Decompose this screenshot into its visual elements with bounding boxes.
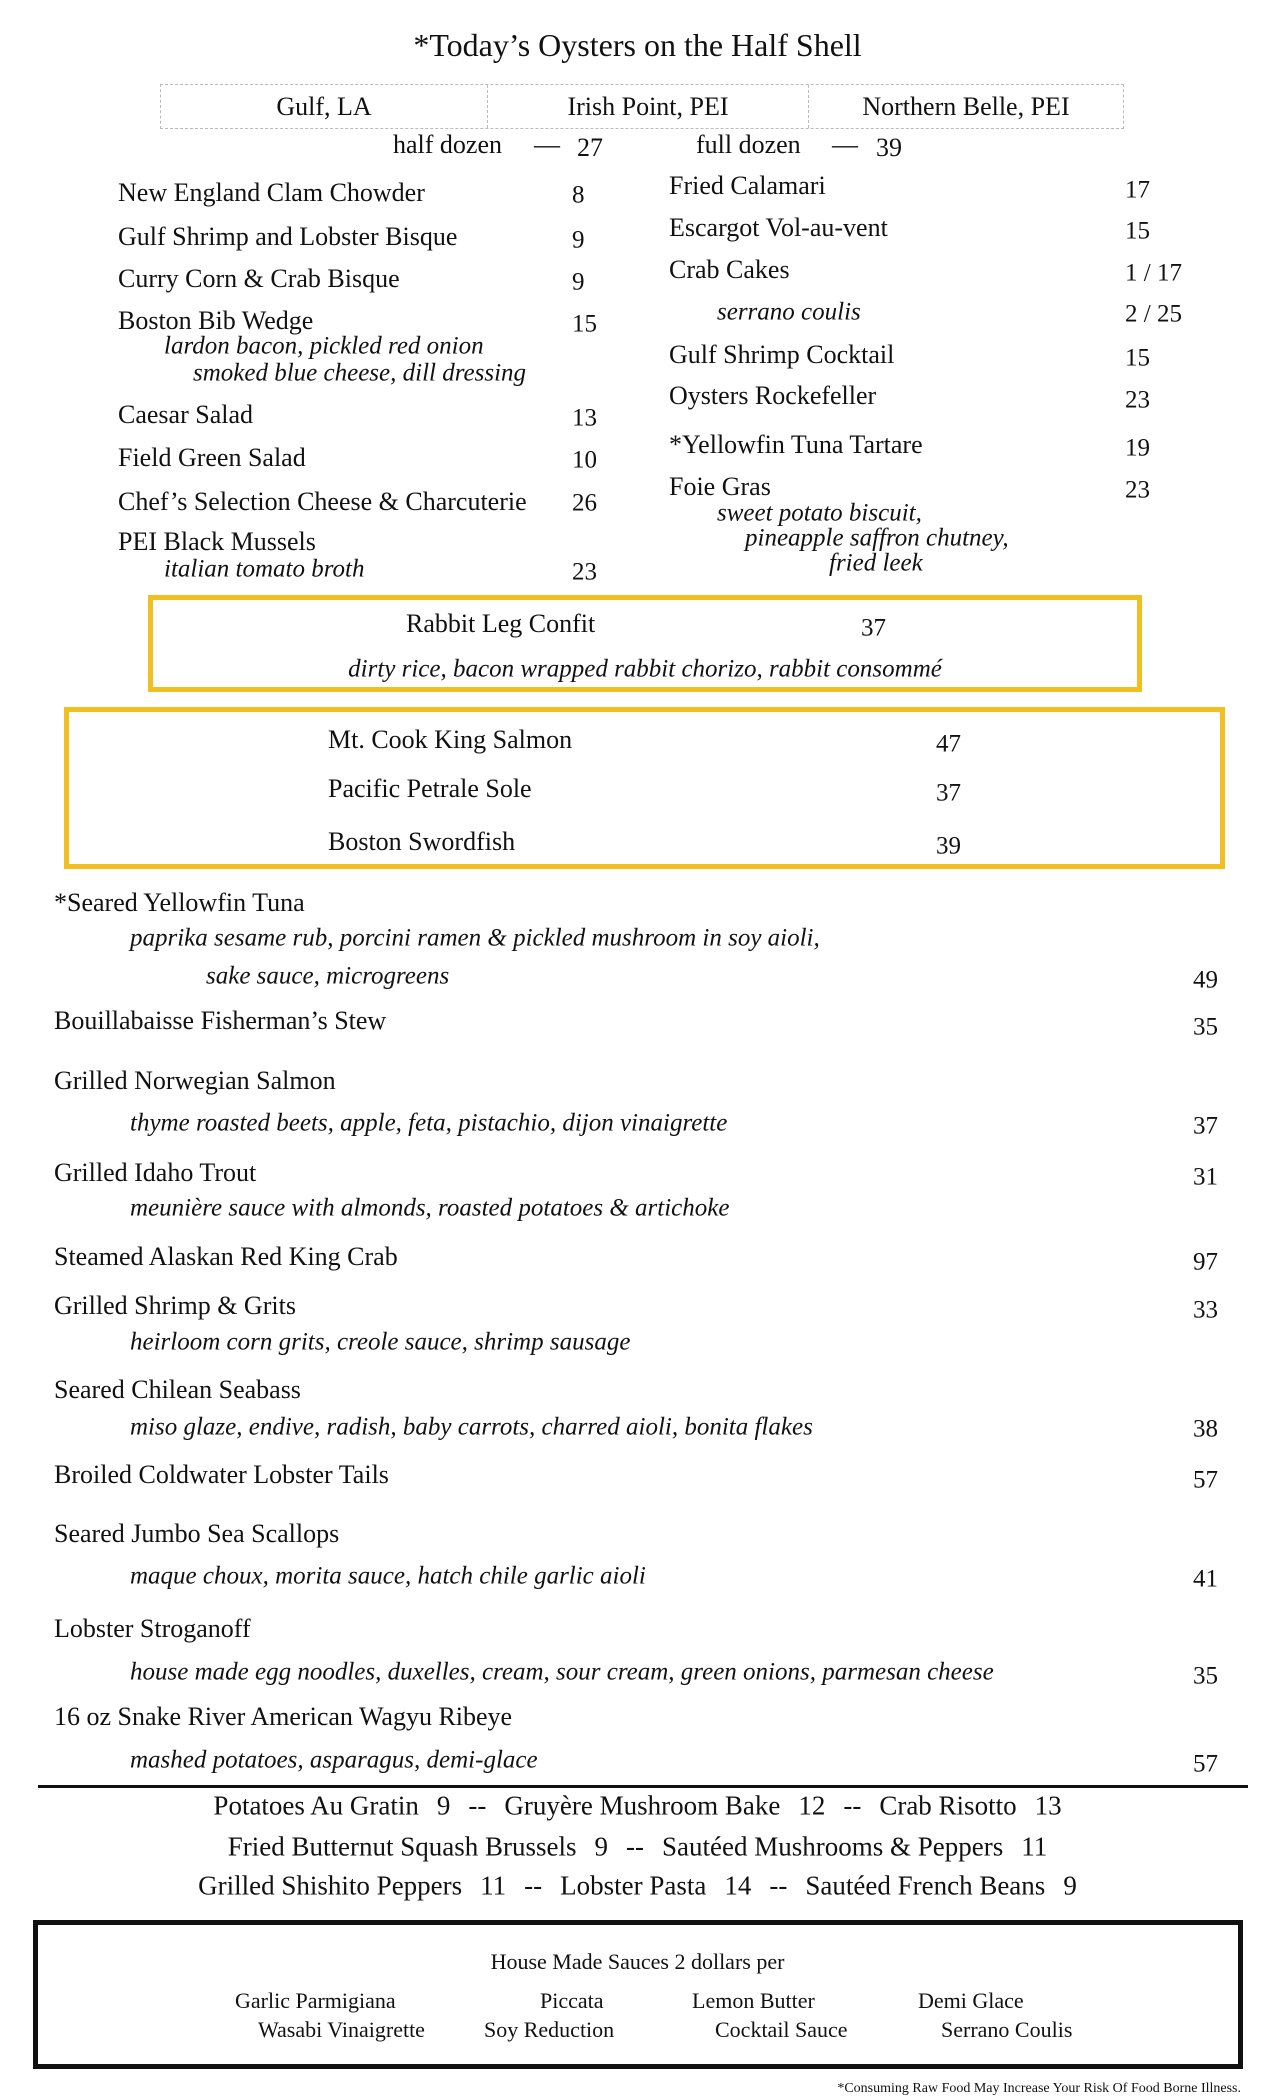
menu-item-name: Oysters Rockefeller (669, 381, 877, 410)
divider (38, 1785, 1248, 1788)
sides-row (0, 1871, 1275, 1902)
entree-name: Grilled Idaho Trout (54, 1158, 257, 1187)
sauce-item: Serrano Coulis (941, 2017, 1073, 2042)
menu-item-name: Gulf Shrimp Cocktail (669, 340, 895, 369)
full-dozen-price: 39 (876, 133, 902, 162)
menu-item-name: Curry Corn & Crab Bisque (118, 264, 400, 293)
entree-price: 35 (1193, 1662, 1218, 1690)
oyster-varieties-table (160, 84, 1124, 129)
entree-name: Steamed Alaskan Red King Crab (54, 1242, 398, 1271)
side-name: Grilled Shishito Peppers (198, 1870, 463, 1901)
menu-item-name: PEI Black Mussels (118, 527, 316, 556)
menu-item-desc: sweet potato biscuit, (717, 499, 922, 527)
entree-price: 37 (1193, 1112, 1218, 1140)
menu-item-price: 19 (1125, 434, 1150, 462)
entree-name: Bouillabaisse Fisherman’s Stew (54, 1006, 387, 1035)
fish-price: 37 (936, 779, 961, 807)
entree-name: Grilled Norwegian Salmon (54, 1066, 336, 1095)
entree-price: 33 (1193, 1296, 1218, 1324)
sauce-item: Soy Reduction (484, 2017, 615, 2042)
half-dozen-price: 27 (577, 133, 603, 162)
entree-name: Seared Jumbo Sea Scallops (54, 1519, 340, 1548)
menu-item-price: 23 (1125, 386, 1150, 414)
menu-item-price: 1 / 17 (1125, 259, 1182, 287)
menu-item-name: Gulf Shrimp and Lobster Bisque (118, 222, 458, 251)
entree-price: 38 (1193, 1415, 1218, 1443)
sides-row (0, 1832, 1275, 1863)
special-name: Rabbit Leg Confit (406, 609, 596, 638)
menu-item-price: 9 (572, 268, 585, 296)
fish-box (64, 707, 1225, 869)
entree-name: Broiled Coldwater Lobster Tails (54, 1460, 389, 1489)
separator: -- (524, 1870, 543, 1901)
special-price: 37 (861, 614, 886, 642)
sauce-item: Cocktail Sauce (715, 2017, 848, 2042)
menu-item-price: 15 (572, 310, 597, 338)
side-name: Fried Butternut Squash Brussels (227, 1831, 577, 1862)
side-name: Sautéed Mushrooms & Peppers (662, 1831, 1004, 1862)
entree-desc: maque choux, morita sauce, hatch chile garlic aioli (130, 1562, 646, 1590)
fish-price: 47 (936, 730, 961, 758)
side-price: 11 (480, 1870, 507, 1901)
menu-item-name: Foie Gras (669, 472, 771, 501)
entree-price: 35 (1193, 1013, 1218, 1041)
side-name: Gruyère Mushroom Bake (504, 1790, 781, 1821)
menu-item-price: 9 (572, 226, 585, 254)
entree-desc: house made egg noodles, duxelles, cream, sour cream, green onions, parmesan cheese (130, 1658, 994, 1686)
separator: -- (626, 1831, 644, 1862)
entree-price: 49 (1193, 966, 1218, 994)
sauce-item: Demi Glace (918, 1988, 1024, 2013)
entree-name: 16 oz Snake River American Wagyu Ribeye (54, 1702, 513, 1731)
menu-item-desc: serrano coulis (717, 298, 861, 326)
fish-name: Mt. Cook King Salmon (328, 725, 573, 754)
oyster-variety: Irish Point, PEI (488, 85, 809, 128)
dash: — (534, 130, 560, 159)
menu-item-price: 2 / 25 (1125, 300, 1182, 328)
side-price: 14 (724, 1870, 752, 1901)
entree-name: Grilled Shrimp & Grits (54, 1291, 296, 1320)
entree-price: 41 (1193, 1565, 1218, 1593)
entree-desc: meunière sauce with almonds, roasted potatoes & artichoke (130, 1194, 730, 1222)
menu-item-price: 13 (572, 404, 597, 432)
menu-item-desc: fried leek (829, 549, 923, 577)
side-price: 9 (436, 1790, 451, 1821)
menu-item-name: *Yellowfin Tuna Tartare (669, 430, 923, 459)
side-name: Sautéed French Beans (805, 1870, 1046, 1901)
separator: -- (843, 1790, 862, 1821)
menu-item-price: 8 (572, 181, 585, 209)
entree-desc: miso glaze, endive, radish, baby carrots, charred aioli, bonita flakes (130, 1413, 813, 1441)
entree-desc: paprika sesame rub, porcini ramen & pickled mushroom in soy aioli, (130, 924, 820, 952)
side-price: 9 (594, 1831, 609, 1862)
entree-desc: mashed potatoes, asparagus, demi-glace (130, 1746, 538, 1774)
full-dozen-label: full dozen (696, 130, 801, 159)
oysters-title: *Today’s Oysters on the Half Shell (413, 27, 862, 63)
menu-item-desc: smoked blue cheese, dill dressing (193, 359, 527, 387)
menu-item-price: 10 (572, 446, 597, 474)
menu-item-name: New England Clam Chowder (118, 178, 425, 207)
side-price: 11 (1021, 1831, 1048, 1862)
menu-item-price: 26 (572, 489, 597, 517)
half-dozen-label: half dozen (393, 130, 503, 159)
separator: -- (769, 1870, 788, 1901)
oyster-variety: Northern Belle, PEI (862, 91, 1070, 121)
menu-item-name: Chef’s Selection Cheese & Charcuterie (118, 487, 527, 516)
sauce-item: Garlic Parmigiana (235, 1988, 396, 2013)
entree-desc: thyme roasted beets, apple, feta, pistachio, dijon vinaigrette (130, 1109, 728, 1137)
entree-name: Lobster Stroganoff (54, 1614, 251, 1643)
side-price: 12 (798, 1790, 826, 1821)
entree-price: 57 (1193, 1466, 1218, 1494)
entree-desc: sake sauce, microgreens (206, 962, 450, 990)
separator: -- (468, 1790, 487, 1821)
menu-item-name: Escargot Vol-au-vent (669, 213, 888, 242)
side-price: 13 (1034, 1790, 1062, 1821)
menu-item-desc: italian tomato broth (164, 555, 365, 583)
menu-item-price: 15 (1125, 344, 1150, 372)
menu-item-name: Caesar Salad (118, 400, 254, 429)
menu-item-price: 23 (1125, 476, 1150, 504)
fish-price: 39 (936, 832, 961, 860)
menu-item-desc: pineapple saffron chutney, (745, 524, 1009, 552)
dash: — (832, 130, 858, 159)
menu-item-name: Fried Calamari (669, 171, 826, 200)
special-desc: dirty rice, bacon wrapped rabbit chorizo, rabbit consommé (348, 655, 942, 683)
entree-desc: heirloom corn grits, creole sauce, shrimp sausage (130, 1328, 631, 1356)
sauces-box (33, 1920, 1243, 2069)
fish-name: Boston Swordfish (328, 827, 516, 856)
menu-item-name: Crab Cakes (669, 255, 790, 284)
entree-name: *Seared Yellowfin Tuna (54, 888, 305, 917)
menu-item-name: Boston Bib Wedge (118, 306, 314, 335)
entree-price: 31 (1193, 1163, 1218, 1191)
menu-item-desc: lardon bacon, pickled red onion (164, 332, 484, 360)
entree-price: 57 (1193, 1750, 1218, 1778)
entree-price: 97 (1193, 1248, 1218, 1276)
entree-name: Seared Chilean Seabass (54, 1375, 301, 1404)
raw-food-footnote: *Consuming Raw Food May Increase Your Risk Of Food Borne Illness. (837, 2081, 1241, 2096)
menu-item-price: 23 (572, 558, 597, 586)
menu-item-price: 15 (1125, 217, 1150, 245)
sauce-item: Wasabi Vinaigrette (258, 2017, 425, 2042)
sauce-item: Piccata (540, 1988, 604, 2013)
sides-row (0, 1791, 1275, 1822)
menu-item-price: 17 (1125, 176, 1150, 204)
side-name: Lobster Pasta (560, 1870, 707, 1901)
side-name: Potatoes Au Gratin (213, 1790, 419, 1821)
fish-name: Pacific Petrale Sole (328, 774, 532, 803)
side-name: Crab Risotto (879, 1790, 1017, 1821)
side-price: 9 (1063, 1870, 1077, 1901)
menu-item-name: Field Green Salad (118, 443, 306, 472)
oyster-variety: Gulf, LA (161, 85, 488, 128)
sauces-title: House Made Sauces 2 dollars per (490, 1949, 785, 1974)
sauce-item: Lemon Butter (692, 1988, 815, 2013)
